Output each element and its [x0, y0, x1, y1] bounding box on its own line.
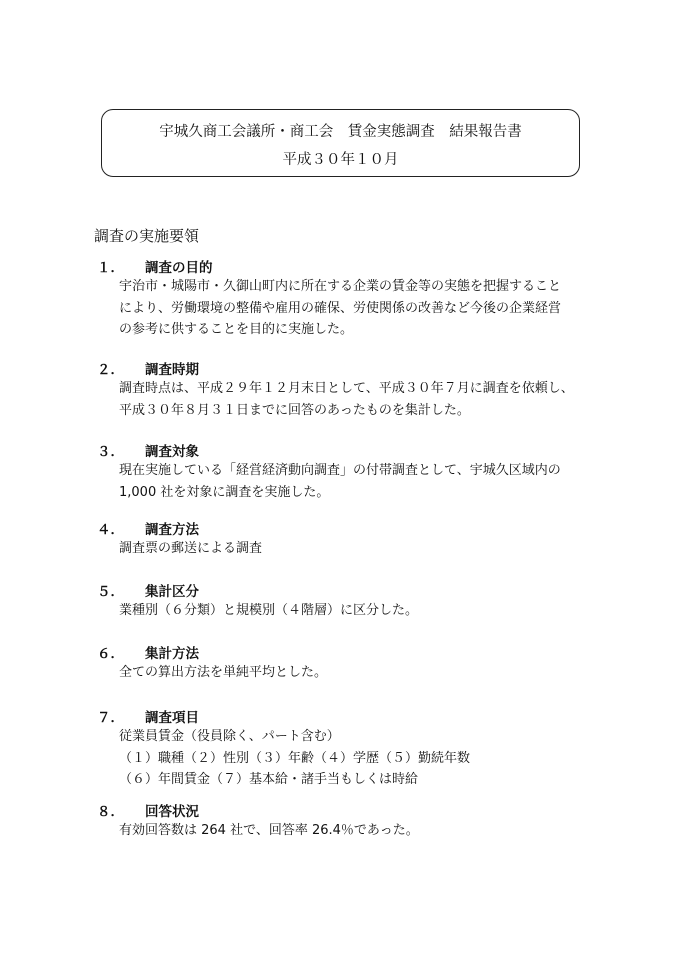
- item-body: [119, 820, 594, 842]
- item-title: 調査の目的: [145, 260, 213, 276]
- item-number: １．: [97, 260, 124, 276]
- item-title: 回答状況: [145, 804, 199, 820]
- item-body: [119, 726, 594, 791]
- report-date: 平成３０年１０月: [282, 152, 399, 168]
- item-number: ２．: [97, 362, 124, 378]
- item-body: [119, 600, 594, 622]
- item-number: ３．: [97, 444, 124, 460]
- report-title-box: [101, 109, 580, 177]
- item-title: 集計区分: [145, 584, 199, 600]
- body-line: 業種別（６分類）と規模別（４階層）に区分した。: [119, 603, 419, 618]
- item-number: ４．: [97, 522, 124, 538]
- item-title: 調査方法: [145, 522, 199, 538]
- item-number: ６．: [97, 646, 124, 662]
- body-line: （１）職種（２）性別（３）年齢（４）学歴（５）勤続年数: [119, 750, 471, 766]
- item-title: 調査時期: [145, 362, 199, 378]
- report-title: 宇城久商工会議所・商工会 賃金実態調査 結果報告書: [159, 124, 522, 140]
- item-number: ８．: [97, 804, 124, 820]
- item-title: 集計方法: [145, 646, 199, 662]
- body-line: 平成３０年８月３１日までに回答のあったものを集計した。: [119, 402, 470, 418]
- body-line: 有効回答数は 264 社で、回答率 26.4％であった。: [119, 823, 419, 838]
- body-line: の参考に供することを目的に実施した。: [119, 322, 354, 337]
- item-body: [119, 460, 594, 503]
- section-heading: 調査の実施要領: [94, 227, 200, 245]
- item-body: [119, 378, 594, 421]
- body-line: により、労働環境の整備や雇用の確保、労使関係の改善など今後の企業経営: [119, 300, 562, 316]
- item-body: [119, 276, 594, 341]
- body-line: 1,000 社を対象に調査を実施した。: [119, 484, 330, 500]
- item-title: 調査項目: [145, 710, 199, 726]
- item-body: [119, 662, 594, 684]
- item-body: [119, 538, 594, 560]
- item-title: 調査対象: [145, 444, 199, 460]
- body-line: 全ての算出方法を単純平均とした。: [119, 665, 328, 680]
- item-number: ５．: [97, 584, 124, 600]
- body-line: 現在実施している「経営経済動向調査」の付帯調査として、宇城久区域内の: [119, 463, 561, 478]
- item-number: ７．: [97, 710, 124, 726]
- body-line: 従業員賃金（役員除く、パート含む）: [119, 729, 340, 744]
- body-line: （６）年間賃金（７）基本給・諸手当もしくは時給: [119, 772, 419, 787]
- body-line: 宇治市・城陽市・久御山町内に所在する企業の賃金等の実態を把握すること: [119, 279, 562, 294]
- body-line: 調査時点は、平成２９年１２月末日として、平成３０年７月に調査を依頼し、: [119, 381, 574, 396]
- body-line: 調査票の郵送による調査: [119, 541, 263, 556]
